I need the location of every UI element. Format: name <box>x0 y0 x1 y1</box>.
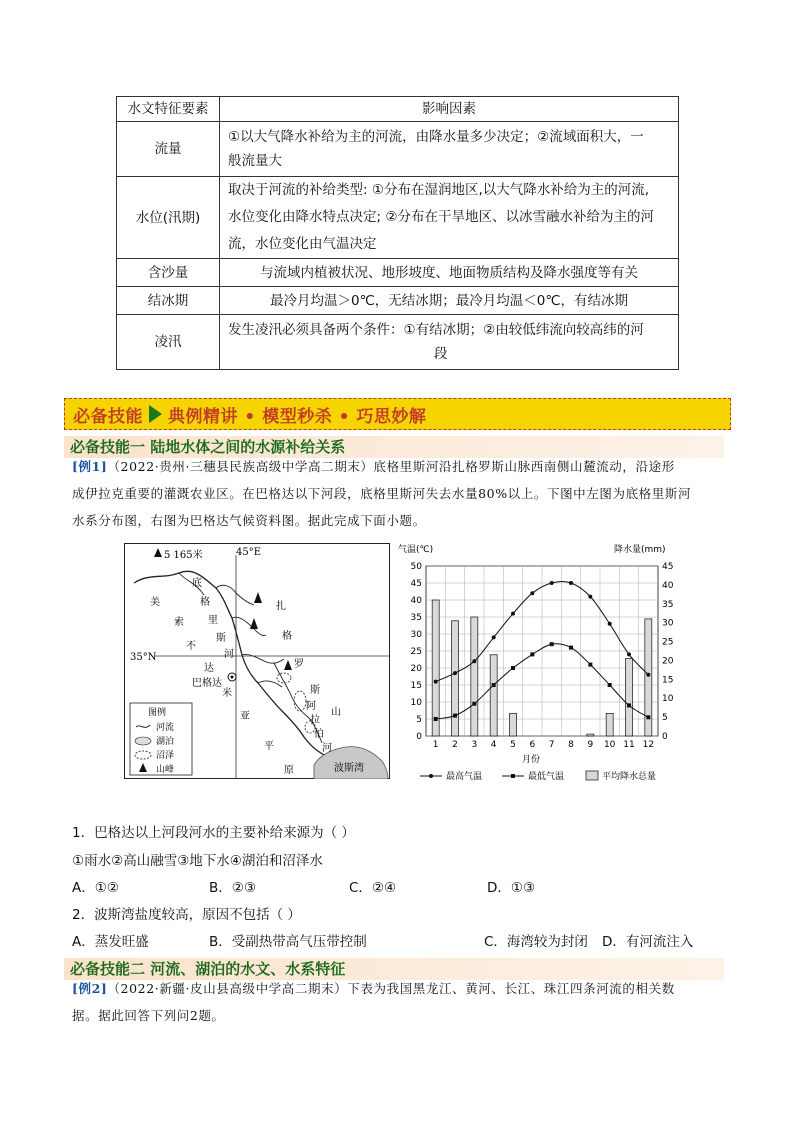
table-header-row <box>117 97 679 122</box>
precip-bar <box>432 600 439 736</box>
max-temp-point <box>646 673 650 677</box>
right-tick-label: 5 <box>662 713 668 724</box>
max-temp-point <box>608 622 612 626</box>
map-label: 达 <box>204 663 214 674</box>
right-tick-label: 10 <box>662 694 674 705</box>
map-label: 亚 <box>240 711 250 722</box>
left-axis-label: 气温(℃) <box>398 545 434 555</box>
table-header-key: 水文特征要素 <box>117 97 220 122</box>
right-tick-label: 45 <box>662 562 674 572</box>
precip-bar <box>490 655 497 736</box>
map-label: 美 <box>150 597 160 608</box>
climate-chart <box>396 540 686 785</box>
precip-bar <box>510 713 517 736</box>
choice-d[interactable]: D．有河流注入 <box>602 934 694 950</box>
banner-left: 必备技能 <box>73 406 143 427</box>
cell-line: ①以大气降水补给为主的河流，由降水量多少决定；②流域面积大，一 <box>228 129 644 145</box>
legend-max-dot <box>429 774 433 778</box>
precip-bar <box>626 659 633 736</box>
example-line <box>72 975 724 1002</box>
table-cell-key: 含沙量 <box>117 259 220 287</box>
x-tick-label: 7 <box>548 740 555 750</box>
latitude-label: 35°N <box>130 652 157 663</box>
cell-line: 水位变化由降水特点决定; ②分布在干旱地区、以冰雪融水补给为主的河 <box>228 209 654 225</box>
min-temp-point <box>569 646 573 650</box>
min-temp-point <box>434 717 438 721</box>
max-temp-point <box>511 612 515 616</box>
table-cell-value: 与流域内植被状况、地形坡度、地面物质结构及降水强度等有关 <box>220 259 679 287</box>
x-tick-label: 1 <box>432 740 439 750</box>
map-label: 里 <box>208 615 218 626</box>
skills-banner <box>64 398 731 430</box>
left-tick-label: 10 <box>410 698 422 708</box>
right-tick-label: 35 <box>662 599 674 610</box>
question-1-options: ①雨水②高山融雪③地下水④湖泊和沼泽水 <box>72 853 323 869</box>
x-tick-label: 4 <box>490 740 497 750</box>
example-line: 成伊拉克重要的灌溉农业区。在巴格达以下河段，底格里斯河失去水量80%以上。下图中左图为底格里斯河 <box>72 486 692 501</box>
map-label: 米 <box>222 688 232 699</box>
cell-line: 段 <box>434 346 448 362</box>
max-temp-point <box>530 591 534 595</box>
right-tick-label: 30 <box>662 618 674 629</box>
map-label: 扎 <box>276 601 286 612</box>
right-tick-label: 15 <box>662 675 674 686</box>
max-temp-point <box>569 581 573 585</box>
map-label: 底 <box>192 578 202 589</box>
map-label: 斯 <box>216 633 226 644</box>
map-label: 河 <box>224 649 234 660</box>
right-tick-label: 20 <box>662 656 674 667</box>
max-temp-point <box>434 680 438 684</box>
legend-min-marker <box>511 774 515 778</box>
min-temp-point <box>530 652 534 656</box>
longitude-label: 45°E <box>236 547 262 558</box>
x-tick-label: 9 <box>587 740 594 750</box>
left-tick-label: 50 <box>410 562 422 572</box>
left-tick-label: 35 <box>410 613 422 623</box>
example-line: 水系分布图，右图为巴格达气候资料图。据此完成下面小题。 <box>72 513 426 528</box>
x-tick-label: 3 <box>471 740 478 750</box>
table-cell-key: 结冰期 <box>117 287 220 315</box>
min-temp-point <box>492 683 496 687</box>
max-temp-point <box>588 595 592 599</box>
max-temp-point <box>453 671 457 675</box>
legend-swamp: 沼泽 <box>156 751 175 761</box>
legend-lake: 湖泊 <box>156 737 175 747</box>
question-1-stem: 1．巴格达以上河段河水的主要补给来源为（ ） <box>72 825 355 841</box>
map-label: 索 <box>174 617 184 628</box>
x-axis-label: 月份 <box>522 755 541 765</box>
x-tick-label: 12 <box>642 740 655 750</box>
table-cell-key: 凌汛 <box>117 315 220 370</box>
map-label: 不 <box>186 641 196 652</box>
precip-bar <box>471 617 478 736</box>
example-text: （2022·新疆·皮山县高级中学高二期末）下表为我国黑龙江、黄河、长江、珠江四条河流的相关数 <box>107 981 675 996</box>
left-tick-label: 5 <box>416 715 422 725</box>
map-label: 格 <box>200 597 210 608</box>
map-label: 山 <box>331 707 341 718</box>
precip-bar <box>606 713 613 736</box>
chart-grid <box>426 566 658 736</box>
section-heading-1: 必备技能一 陆地水体之间的水源补给关系 <box>64 436 724 458</box>
x-tick-label: 8 <box>568 740 574 750</box>
table-cell-value <box>220 315 679 370</box>
left-tick-label: 45 <box>410 579 422 589</box>
choice-b[interactable]: B．②③ <box>209 880 256 896</box>
max-temp-point <box>472 659 476 663</box>
cell-line: 发生凌汛必须具备两个条件：①有结冰期；②由较低纬流向较高纬的河 <box>228 322 644 338</box>
left-tick-label: 30 <box>410 630 422 640</box>
map-label: 斯 <box>310 685 320 696</box>
right-axis-label: 降水量(mm) <box>614 545 666 555</box>
min-temp-point <box>608 683 612 687</box>
example-2 <box>72 975 724 1029</box>
x-tick-label: 5 <box>510 740 516 750</box>
max-temp-point <box>492 635 496 639</box>
legend-max-label: 最高气温 <box>446 772 483 782</box>
cell-line: 般流量大 <box>228 153 282 169</box>
right-tick-label: 40 <box>662 580 674 591</box>
section-heading-2: 必备技能二 河流、湖泊的水文、水系特征 <box>64 958 724 980</box>
example-tag: [例1] <box>72 459 108 474</box>
min-temp-point <box>511 666 515 670</box>
choice-a[interactable]: A．①② <box>72 880 119 896</box>
choice-c[interactable]: C．海湾较为封闭 <box>484 934 588 950</box>
map-label: 平 <box>264 741 274 752</box>
table-cell-value: 最冷月均温＞0℃，无结冰期；最冷月均温＜0℃，有结冰期 <box>220 287 679 315</box>
peak-label: 5 165米 <box>164 550 203 561</box>
left-tick-label: 40 <box>410 596 422 606</box>
example-tag: [例2] <box>72 981 108 996</box>
table-cell-value <box>220 177 679 259</box>
min-temp-point <box>646 715 650 719</box>
min-temp-point <box>472 702 476 706</box>
table-row <box>117 259 679 287</box>
baghdad-label: 巴格达 <box>192 678 222 689</box>
min-temp-point <box>588 663 592 667</box>
banner-right: 典例精讲 • 模型秒杀 • 巧思妙解 <box>168 406 427 427</box>
example-text: （2022·贵州·三穗县民族高级中学高二期末）底格里斯河沿扎格罗斯山脉西南侧山麓流动，沿途形 <box>107 459 675 474</box>
legend-precip-label: 平均降水总量 <box>602 772 657 782</box>
choice-d[interactable]: D．①③ <box>487 880 536 896</box>
precip-bar <box>452 621 459 736</box>
question-2-stem: 2．波斯湾盐度较高，原因不包括（ ） <box>72 907 301 923</box>
table-row <box>117 287 679 315</box>
table-cell-key: 水位(汛期) <box>117 177 220 259</box>
x-tick-label: 10 <box>603 740 616 750</box>
table-header-value: 影响因素 <box>220 97 679 122</box>
choice-c[interactable]: C．②④ <box>349 880 397 896</box>
legend-min-label: 最低气温 <box>528 772 565 782</box>
left-tick-label: 25 <box>410 647 422 657</box>
map-label: 阿 <box>306 701 316 712</box>
map-label: 拉 <box>310 715 320 726</box>
min-temp-point <box>453 714 457 718</box>
legend-precip-swatch <box>586 771 598 780</box>
choice-b[interactable]: B．受副热带高气压带控制 <box>209 934 367 950</box>
precip-bar <box>587 734 594 736</box>
legend-lake-icon <box>135 737 151 745</box>
cell-line: 流，水位变化由气温决定 <box>228 236 377 252</box>
example-line <box>72 453 724 480</box>
baghdad-marker-dot <box>231 676 234 679</box>
legend-mountain: 山峰 <box>156 765 175 775</box>
table-row <box>117 122 679 177</box>
legend-title: 图例 <box>148 708 167 718</box>
choice-a[interactable]: A．蒸发旺盛 <box>72 934 149 950</box>
map-label: 伯 <box>314 729 324 740</box>
play-arrow-icon <box>149 405 162 423</box>
cell-line: 取决于河流的补给类型: ①分布在湿润地区,以大气降水补给为主的河流, <box>228 182 650 198</box>
min-temp-point <box>627 703 631 707</box>
hydro-table <box>116 96 679 370</box>
left-tick-label: 15 <box>410 681 422 691</box>
right-tick-label: 25 <box>662 637 674 648</box>
map-label: 罗 <box>294 659 304 670</box>
min-temp-point <box>550 642 554 646</box>
tigris-map <box>124 543 390 779</box>
table-row <box>117 315 679 370</box>
legend-river: 河流 <box>156 723 175 733</box>
x-tick-label: 11 <box>623 740 635 750</box>
x-tick-label: 6 <box>529 740 536 750</box>
gulf-label: 波斯湾 <box>334 763 364 774</box>
table-row <box>117 177 679 259</box>
left-tick-label: 20 <box>410 664 422 674</box>
example-line: 据。据此回答下列问2题。 <box>72 1008 225 1023</box>
example-1 <box>72 453 724 534</box>
right-tick-label: 0 <box>662 732 668 742</box>
table-cell-value <box>220 122 679 177</box>
map-label: 格 <box>282 631 292 642</box>
max-temp-point <box>550 581 554 585</box>
x-tick-label: 2 <box>452 740 458 750</box>
left-tick-label: 0 <box>416 732 422 742</box>
map-label: 河 <box>322 743 332 754</box>
table-cell-key: 流量 <box>117 122 220 177</box>
max-temp-point <box>627 652 631 656</box>
map-label: 原 <box>284 765 294 776</box>
